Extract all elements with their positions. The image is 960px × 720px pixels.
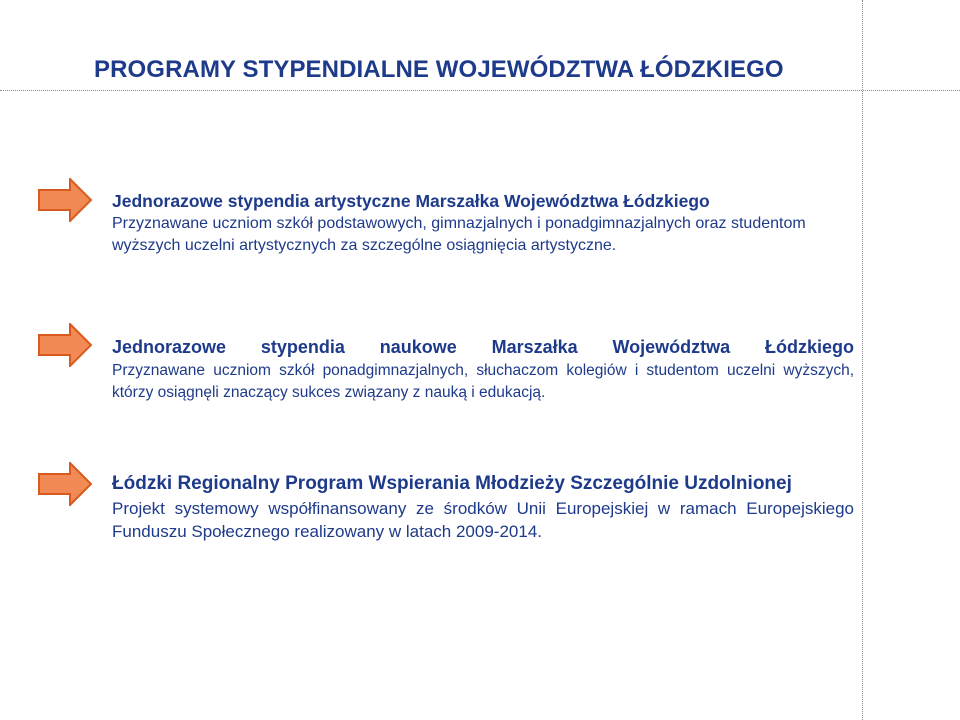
program-heading: Jednorazowe stypendia naukowe Marszałka Województwa Łódzkiego <box>112 337 854 357</box>
program-description: Projekt systemowy współfinansowany ze środków Unii Europejskiej w ramach Europejskiego Funduszu Społecznego realizowany w latach 2009-2014. <box>112 499 854 541</box>
program-description: Przyznawane uczniom szkół ponadgimnazjalnych, słuchaczom kolegiów i studentom uczelni wyższych, którzy osiągnęli znaczący sukces związany z nauką i edukacją. <box>112 362 854 401</box>
program-heading: Jednorazowe stypendia artystyczne Marszałka Województwa Łódzkiego <box>112 191 710 211</box>
program-heading: Łódzki Regionalny Program Wspierania Młodzieży Szczególnie Uzdolnionej <box>112 473 792 494</box>
horizontal-guide-line <box>0 90 960 91</box>
arrow-right-icon <box>38 323 92 367</box>
program-description: Przyznawane uczniom szkół podstawowych, gimnazjalnych i ponadgimnazjalnych oraz studentom wyższych uczelni artystycznych za szczególne osiągnięcia artystyczne. <box>112 215 806 254</box>
slide-title: PROGRAMY STYPENDIALNE WOJEWÓDZTWA ŁÓDZKIEGO <box>94 56 784 83</box>
program-item-scientific <box>112 334 854 404</box>
vertical-guide-line <box>862 0 863 720</box>
program-item-talented-youth <box>112 471 854 543</box>
arrow-right-icon <box>38 178 92 222</box>
program-item-artistic <box>112 189 854 257</box>
arrow-right-icon <box>38 462 92 506</box>
